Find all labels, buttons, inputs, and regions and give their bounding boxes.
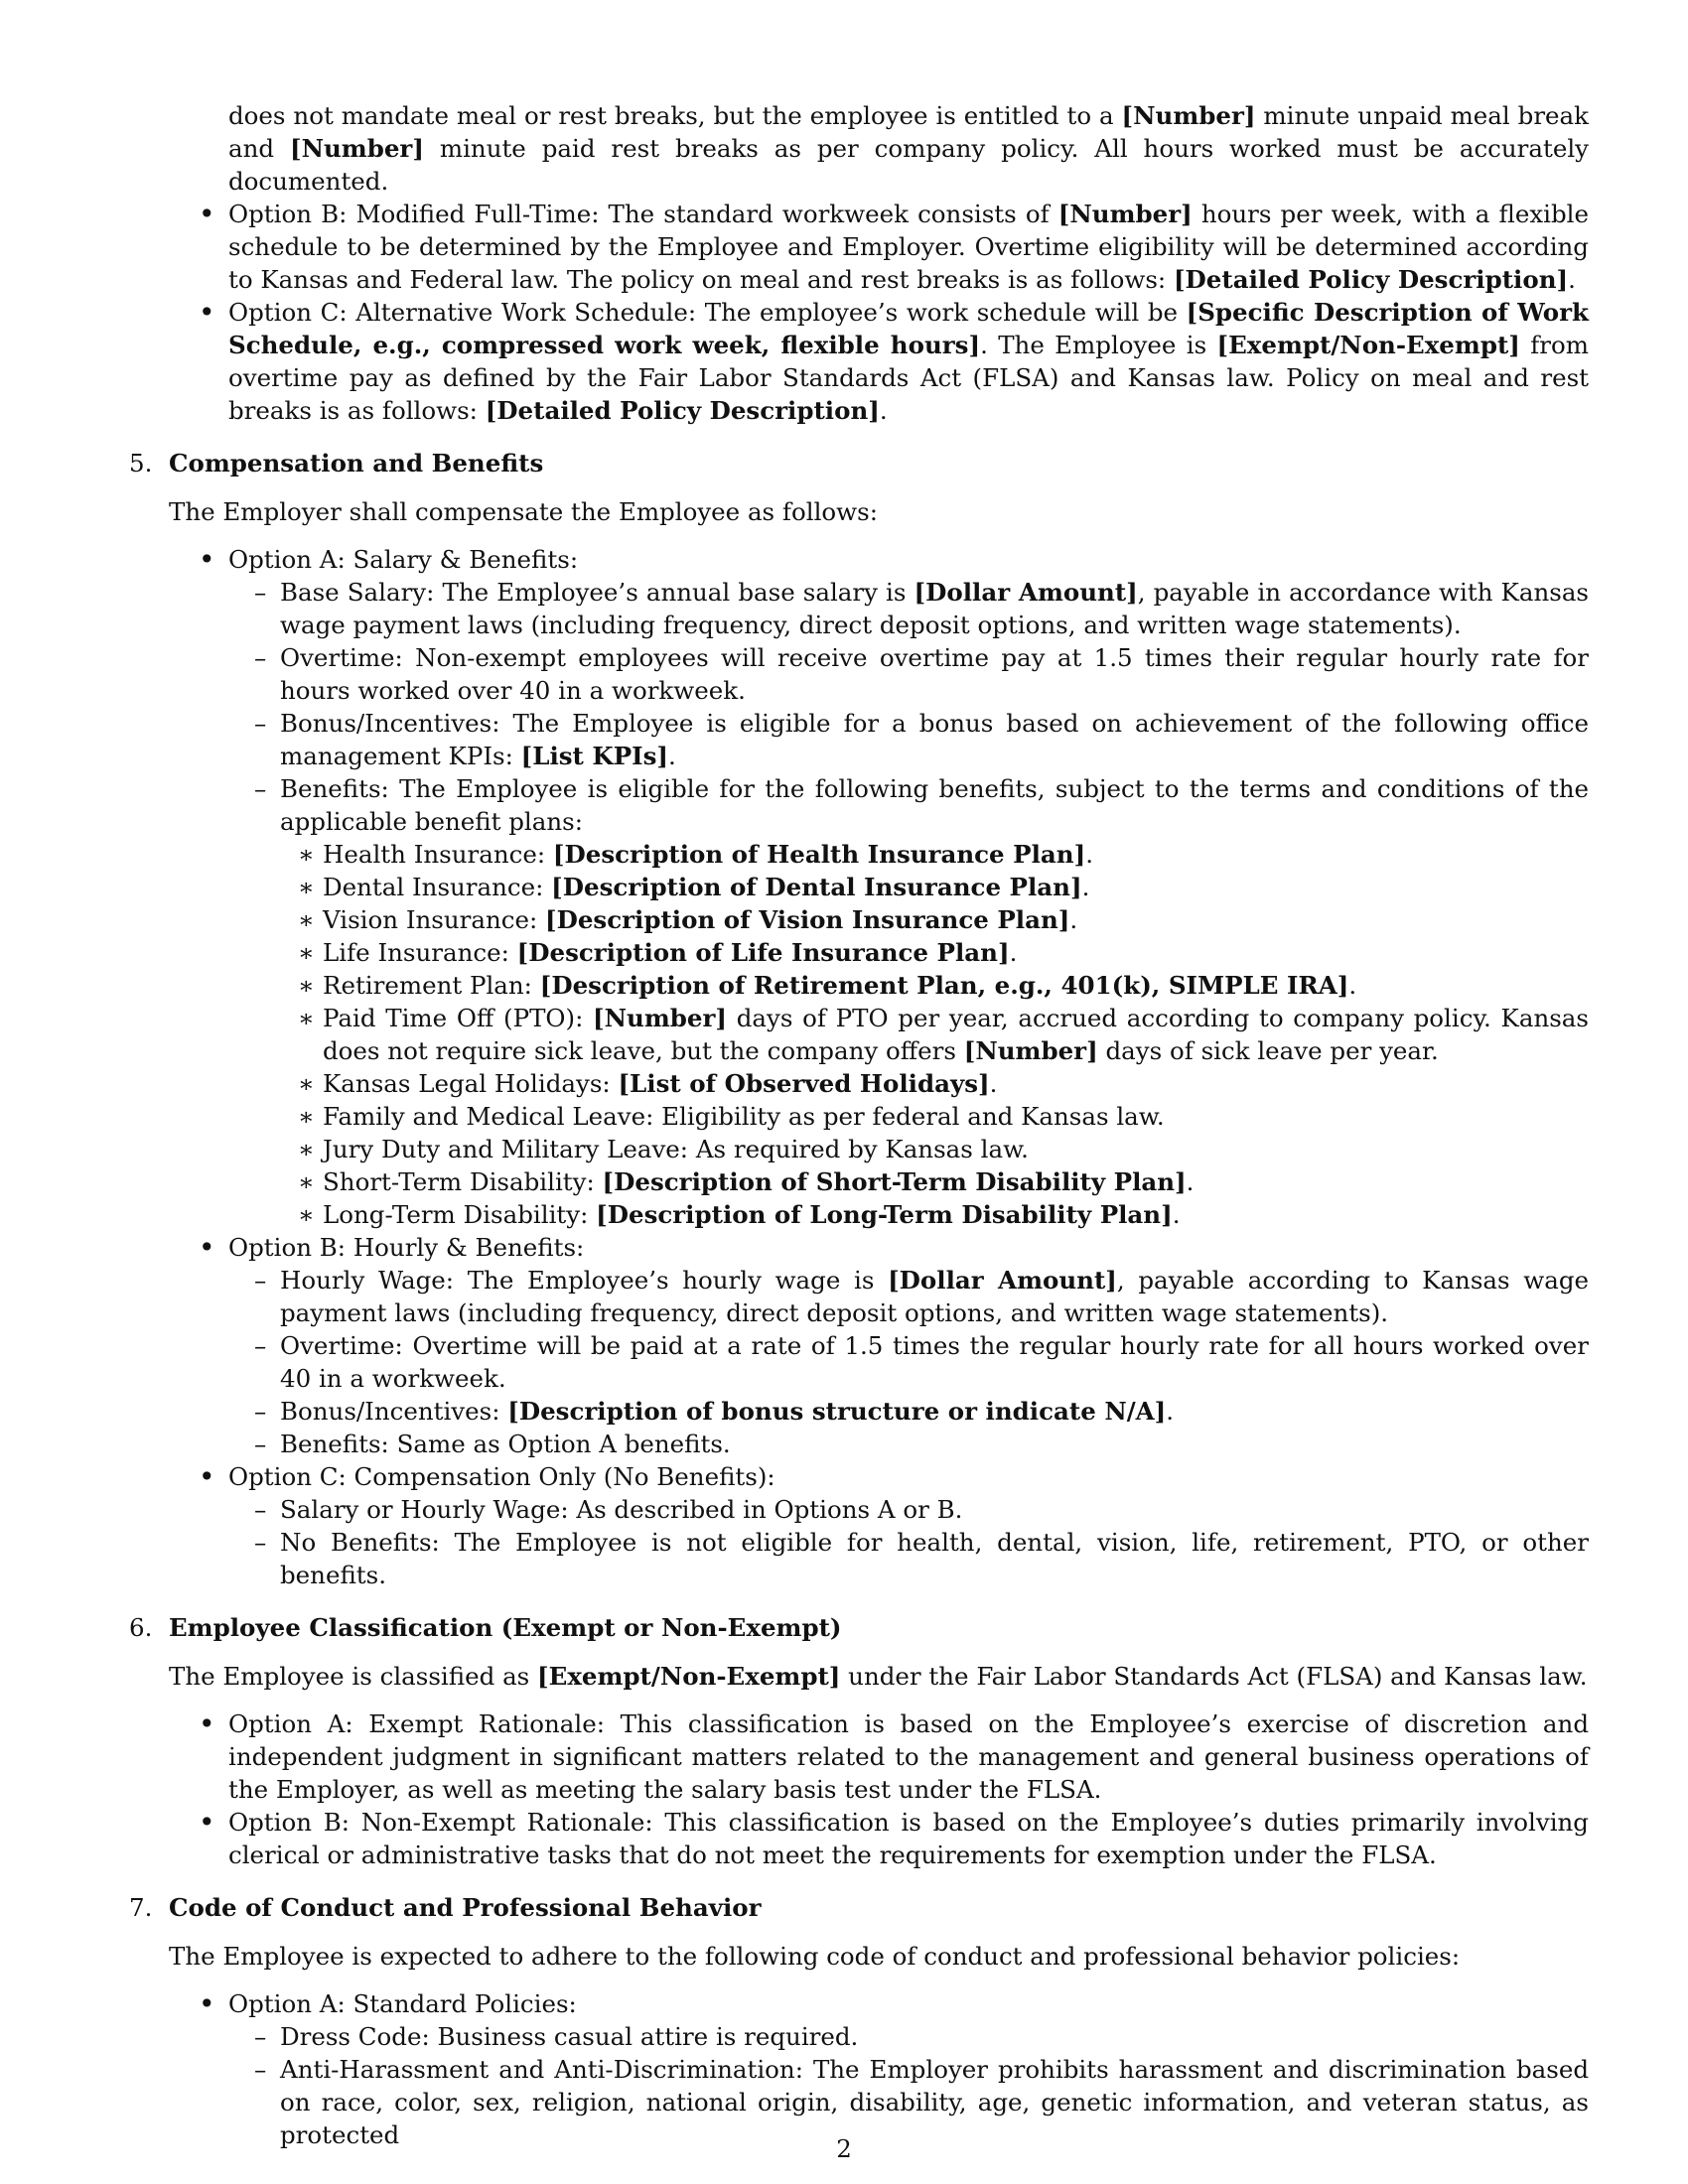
list-item-hourly-bonus: – Bonus/Incentives: [Description of bonus structure or indicate N/A]. (254, 1397, 1175, 1426)
list-item-option-a-salary: • Option A: Salary & Benefits: (199, 543, 579, 576)
asterisk-icon: ∗ (298, 1167, 315, 1196)
dash-icon: – (254, 2022, 267, 2051)
section-6-intro: The Employee is classified as [Exempt/Non-Exempt] under the Fair Labor Standards Act (FLSA) and Kansas law. (169, 1662, 1588, 1691)
document-body (124, 99, 1589, 2151)
list-item-retirement-plan: ∗ Retirement Plan: [Description of Retirement Plan, e.g., 401(k), SIMPLE IRA]. (298, 971, 1357, 1000)
list-item-exempt-rationale: • Option A: Exempt Rationale: This classification is based on the Employee’s exercise of discretion and independent judgment in significant matters related to the management and general business operations of the Employer, as well as meeting the salary basis test under the FLSA. (199, 1707, 1589, 1804)
bullet-icon: • (199, 543, 215, 576)
list-item-dental-insurance: ∗ Dental Insurance: [Description of Dental Insurance Plan]. (298, 873, 1090, 901)
list-item-life-insurance: ∗ Life Insurance: [Description of Life Insurance Plan]. (298, 938, 1018, 967)
section-5-heading: 5. Compensation and Benefits (129, 449, 544, 478)
list-item-dress-code: – Dress Code: Business casual attire is required. (254, 2022, 859, 2051)
page-number: 2 (836, 2134, 852, 2163)
list-item-option-b-hourly: • Option B: Hourly & Benefits: (199, 1231, 585, 1264)
section-5-intro: The Employer shall compensate the Employee as follows: (169, 497, 878, 526)
list-item-legal-holidays: ∗ Kansas Legal Holidays: [List of Observed Holidays]. (298, 1069, 998, 1098)
dash-icon: – (254, 774, 267, 803)
dash-icon: – (254, 1266, 267, 1295)
dash-icon: – (254, 1528, 267, 1557)
bullet-icon: • (199, 198, 215, 230)
bullet-icon: • (199, 1987, 215, 2020)
asterisk-icon: ∗ (298, 1069, 315, 1098)
list-item-option-c-compensation: • Option C: Compensation Only (No Benefits): (199, 1460, 775, 1493)
list-item-no-benefits: – No Benefits: The Employee is not eligible for health, dental, vision, life, retirement, PTO, or other benefits. (254, 1528, 1589, 1589)
dash-icon: – (254, 1495, 267, 1524)
list-item-option-c-alternative: • Option C: Alternative Work Schedule: The employee’s work schedule will be [Specific Description of Work Schedule, e.g., compressed work week, flexible hours]. The Employee is [Exempt/Non-Exempt] from overtime pay as defined by the Fair Labor Standards Act (FLSA) and Kansas law. Policy on meal and rest breaks is as follows: [Detailed Policy Description]. (199, 296, 1589, 425)
asterisk-icon: ∗ (298, 938, 315, 967)
bullet-icon: • (199, 1707, 215, 1740)
section-7-intro: The Employee is expected to adhere to the following code of conduct and professional behavior policies: (169, 1942, 1461, 1971)
list-item-jury-duty: ∗ Jury Duty and Military Leave: As required by Kansas law. (298, 1135, 1029, 1163)
list-item-pto: ∗ Paid Time Off (PTO): [Number] days of PTO per year, accrued according to company policy. Kansas does not require sick leave, but the company offers [Number] days of sick leave per year. (298, 1004, 1589, 1065)
list-item-benefits: – Benefits: The Employee is eligible for the following benefits, subject to the terms and conditions of the applicable benefit plans: (254, 774, 1589, 836)
list-item-anti-harassment: – Anti-Harassment and Anti-Discrimination: The Employer prohibits harassment and discrimination based on race, color, sex, religion, national origin, disability, age, genetic information, and veteran status, as protected (254, 2055, 1589, 2149)
section-7-heading: 7. Code of Conduct and Professional Behavior (129, 1893, 762, 1922)
list-item-option-b-modified: • Option B: Modified Full-Time: The standard workweek consists of [Number] hours per week, with a flexible schedule to be determined by the Employee and Employer. Overtime eligibility will be determined according to Kansas and Federal law. The policy on meal and rest breaks is as follows: [Detailed Policy Description]. (199, 198, 1589, 294)
list-item-short-term-disability: ∗ Short-Term Disability: [Description of Short-Term Disability Plan]. (298, 1167, 1195, 1196)
list-item-salary-or-hourly: – Salary or Hourly Wage: As described in Options A or B. (254, 1495, 963, 1524)
dash-icon: – (254, 1331, 267, 1360)
list-item-hourly-benefits: – Benefits: Same as Option A benefits. (254, 1430, 731, 1458)
dash-icon: – (254, 1430, 267, 1458)
dash-icon: – (254, 1397, 267, 1426)
list-item-bonus: – Bonus/Incentives: The Employee is eligible for a bonus based on achievement of the following office management KPIs: [List KPIs]. (254, 709, 1589, 770)
asterisk-icon: ∗ (298, 1200, 315, 1229)
list-item-overtime: – Overtime: Non-exempt employees will receive overtime pay at 1.5 times their regular hourly rate for hours worked over 40 in a workweek. (254, 643, 1589, 705)
asterisk-icon: ∗ (298, 905, 315, 934)
bullet-icon: • (199, 1460, 215, 1493)
asterisk-icon: ∗ (298, 1102, 315, 1131)
dash-icon: – (254, 643, 267, 672)
list-item-non-exempt-rationale: • Option B: Non-Exempt Rationale: This classification is based on the Employee’s duties primarily involving clerical or administrative tasks that do not meet the requirements for exemption under the FLSA. (199, 1806, 1589, 1869)
list-item-hourly-wage: – Hourly Wage: The Employee’s hourly wage is [Dollar Amount], payable according to Kansas wage payment laws (including frequency, direct deposit options, and written wage statements). (254, 1266, 1590, 1327)
asterisk-icon: ∗ (298, 971, 315, 1000)
list-item-standard-policies: • Option A: Standard Policies: (199, 1987, 577, 2020)
list-item-long-term-disability: ∗ Long-Term Disability: [Description of Long-Term Disability Plan]. (298, 1200, 1181, 1229)
list-item-family-medical-leave: ∗ Family and Medical Leave: Eligibility as per federal and Kansas law. (298, 1102, 1165, 1131)
dash-icon: – (254, 578, 267, 607)
asterisk-icon: ∗ (298, 873, 315, 901)
list-item-vision-insurance: ∗ Vision Insurance: [Description of Vision Insurance Plan]. (298, 905, 1078, 934)
asterisk-icon: ∗ (298, 1135, 315, 1163)
list-item-health-insurance: ∗ Health Insurance: [Description of Health Insurance Plan]. (298, 840, 1093, 869)
asterisk-icon: ∗ (298, 840, 315, 869)
bullet-icon: • (199, 296, 215, 329)
dash-icon: – (254, 709, 267, 738)
list-item-base-salary: – Base Salary: The Employee’s annual base salary is [Dollar Amount], payable in accordance with Kansas wage payment laws (including frequency, direct deposit options, and written wage statements). (254, 578, 1589, 639)
section-4-continuation: does not mandate meal or rest breaks, but the employee is entitled to a [Number] minute unpaid meal break and [Number] minute paid rest breaks as per company policy. All hours worked must be accurately documented. (228, 101, 1590, 196)
list-item-hourly-overtime: – Overtime: Overtime will be paid at a rate of 1.5 times the regular hourly rate for all hours worked over 40 in a workweek. (254, 1331, 1589, 1393)
asterisk-icon: ∗ (298, 1004, 315, 1032)
bullet-icon: • (199, 1231, 215, 1264)
dash-icon: – (254, 2055, 267, 2084)
section-6-heading: 6. Employee Classification (Exempt or Non-Exempt) (129, 1613, 842, 1642)
bullet-icon: • (199, 1806, 215, 1839)
